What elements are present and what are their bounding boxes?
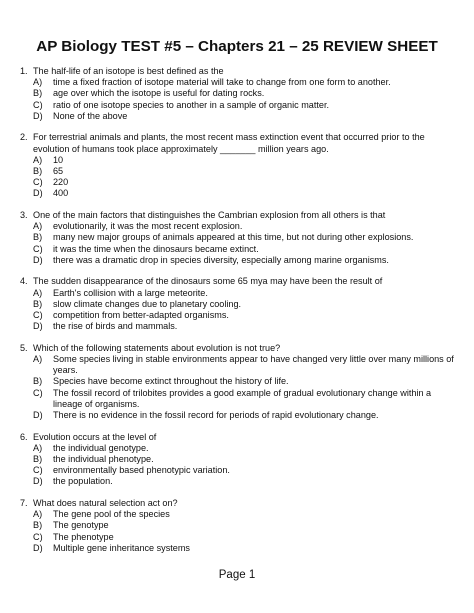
question-list xyxy=(20,66,460,564)
question-text: The half-life of an isotope is best defined as the xyxy=(33,66,224,76)
question-stem xyxy=(20,498,460,509)
option-text: The phenotype xyxy=(53,531,114,542)
answer-option xyxy=(33,299,460,310)
answer-option xyxy=(33,388,460,410)
answer-option xyxy=(33,232,460,243)
question-number: 2. xyxy=(20,132,28,143)
question-text: The sudden disappearance of the dinosaurs some 65 mya may have been the result of xyxy=(33,276,383,287)
option-letter: C) xyxy=(33,243,43,254)
question-text: Evolution occurs at the level of xyxy=(33,431,157,442)
option-letter: D) xyxy=(33,188,43,199)
option-text: evolutionarily, it was the most recent explosion. xyxy=(53,221,243,232)
page-title: AP Biology TEST #5 – Chapters 21 – 25 REVIEW SHEET xyxy=(36,38,438,55)
question-3 xyxy=(20,210,460,266)
option-letter: C) xyxy=(33,177,43,188)
option-letter: C) xyxy=(33,387,43,398)
option-text: the rise of birds and mammals. xyxy=(53,321,178,332)
option-text: 220 xyxy=(53,177,69,188)
option-letter: D) xyxy=(33,110,43,121)
question-stem xyxy=(20,132,460,154)
question-number: 4. xyxy=(20,276,28,287)
question-stem xyxy=(20,276,460,287)
option-text: There is no evidence in the fossil record for periods of rapid evolutionary change. xyxy=(53,410,379,421)
option-text: many new major groups of animals appeared at this time, but not during other explosions. xyxy=(53,232,414,243)
question-4 xyxy=(20,276,460,332)
question-number: 5. xyxy=(20,342,28,353)
question-stem xyxy=(20,210,460,221)
option-text: the population. xyxy=(53,476,113,487)
answer-option xyxy=(33,255,460,266)
option-letter: D) xyxy=(33,321,43,332)
option-text: environmentally based phenotypic variation. xyxy=(53,465,230,476)
question-5 xyxy=(20,343,460,421)
answer-option xyxy=(33,376,460,387)
answer-option xyxy=(33,454,460,465)
option-letter: A) xyxy=(33,77,43,88)
question-stem xyxy=(20,343,460,354)
option-text: there was a dramatic drop in species diversity, especially among marine organisms. xyxy=(53,254,389,265)
option-letter: B) xyxy=(33,520,43,531)
page-number: Page 1 xyxy=(218,569,256,581)
option-text: the individual genotype. xyxy=(53,442,149,453)
answer-option xyxy=(33,77,460,88)
option-letter: B) xyxy=(33,88,43,99)
question-number: 6. xyxy=(20,431,28,442)
option-letter: B) xyxy=(33,376,43,387)
answer-option xyxy=(33,288,460,299)
question-number: 7. xyxy=(20,498,28,509)
option-letter: B) xyxy=(33,298,43,309)
option-text: ratio of one isotope species to another in a sample of organic matter. xyxy=(53,99,330,110)
answer-option xyxy=(33,221,460,232)
option-text: time a fixed fraction of isotope material will take to change from one form to another. xyxy=(53,77,391,88)
option-letter: C) xyxy=(33,310,43,321)
answer-option xyxy=(33,155,460,166)
option-letter: C) xyxy=(33,531,43,542)
question-text: What does natural selection act on? xyxy=(33,498,178,509)
option-text: Species have become extinct throughout the history of life. xyxy=(53,376,289,387)
answer-option xyxy=(33,465,460,476)
question-6 xyxy=(20,432,460,488)
question-text: Which of the following statements about evolution is not true? xyxy=(33,342,281,353)
answer-option xyxy=(33,443,460,454)
option-letter: A) xyxy=(33,221,43,232)
answer-option xyxy=(33,509,460,520)
question-7 xyxy=(20,498,460,554)
answer-option xyxy=(33,310,460,321)
option-letter: A) xyxy=(33,354,43,365)
answer-option xyxy=(33,188,460,199)
option-letter: D) xyxy=(33,476,43,487)
option-letter: A) xyxy=(33,442,43,453)
option-text: Multiple gene inheritance systems xyxy=(53,542,190,553)
option-text: slow climate changes due to planetary cooling. xyxy=(53,298,242,309)
option-text: the individual phenotype. xyxy=(53,454,154,465)
option-text: 400 xyxy=(53,188,69,199)
answer-option xyxy=(33,532,460,543)
question-1 xyxy=(20,66,460,122)
question-number: 3. xyxy=(20,210,28,221)
answer-option xyxy=(33,88,460,99)
option-letter: B) xyxy=(33,454,43,465)
answer-option xyxy=(33,520,460,531)
option-text: None of the above xyxy=(53,110,128,121)
answer-option xyxy=(33,543,460,554)
option-text: The gene pool of the species xyxy=(53,509,170,520)
answer-option xyxy=(33,100,460,111)
answer-option xyxy=(33,476,460,487)
option-text: Some species living in stable environments appear to have changed very little over many millions of years. xyxy=(53,354,454,376)
question-stem xyxy=(20,432,460,443)
option-text: it was the time when the dinosaurs became extinct. xyxy=(53,243,259,254)
answer-option xyxy=(33,166,460,177)
option-letter: D) xyxy=(33,254,43,265)
option-letter: D) xyxy=(33,542,43,553)
option-text: Earth's collision with a large meteorite. xyxy=(53,287,208,298)
option-letter: D) xyxy=(33,410,43,421)
option-letter: C) xyxy=(33,99,43,110)
option-letter: B) xyxy=(33,166,43,177)
option-text: 10 xyxy=(53,154,64,165)
question-2 xyxy=(20,132,460,199)
option-letter: A) xyxy=(33,509,43,520)
question-text: One of the main factors that distinguishes the Cambrian explosion from all others is that xyxy=(33,210,386,221)
option-text: The genotype xyxy=(53,520,109,531)
option-text: competition from better-adapted organisms. xyxy=(53,310,229,321)
answer-option xyxy=(33,321,460,332)
question-number: 1. xyxy=(20,66,28,76)
question-stem xyxy=(20,66,460,77)
option-letter: A) xyxy=(33,287,43,298)
answer-option xyxy=(33,177,460,188)
option-text: 65 xyxy=(53,166,64,177)
option-text: age over which the isotope is useful for dating rocks. xyxy=(53,88,265,99)
answer-option xyxy=(33,111,460,122)
option-letter: A) xyxy=(33,154,43,165)
option-text: The fossil record of trilobites provides a good example of gradual evolutionary change within a lineage of organisms. xyxy=(53,387,432,409)
option-letter: C) xyxy=(33,465,43,476)
answer-option xyxy=(33,354,460,376)
option-letter: B) xyxy=(33,232,43,243)
question-text: For terrestrial animals and plants, the most recent mass extinction event that occurred prior to the evolution of humans took place approximately _______ million years ago. xyxy=(33,132,425,154)
answer-option xyxy=(33,244,460,255)
answer-option xyxy=(33,410,460,421)
